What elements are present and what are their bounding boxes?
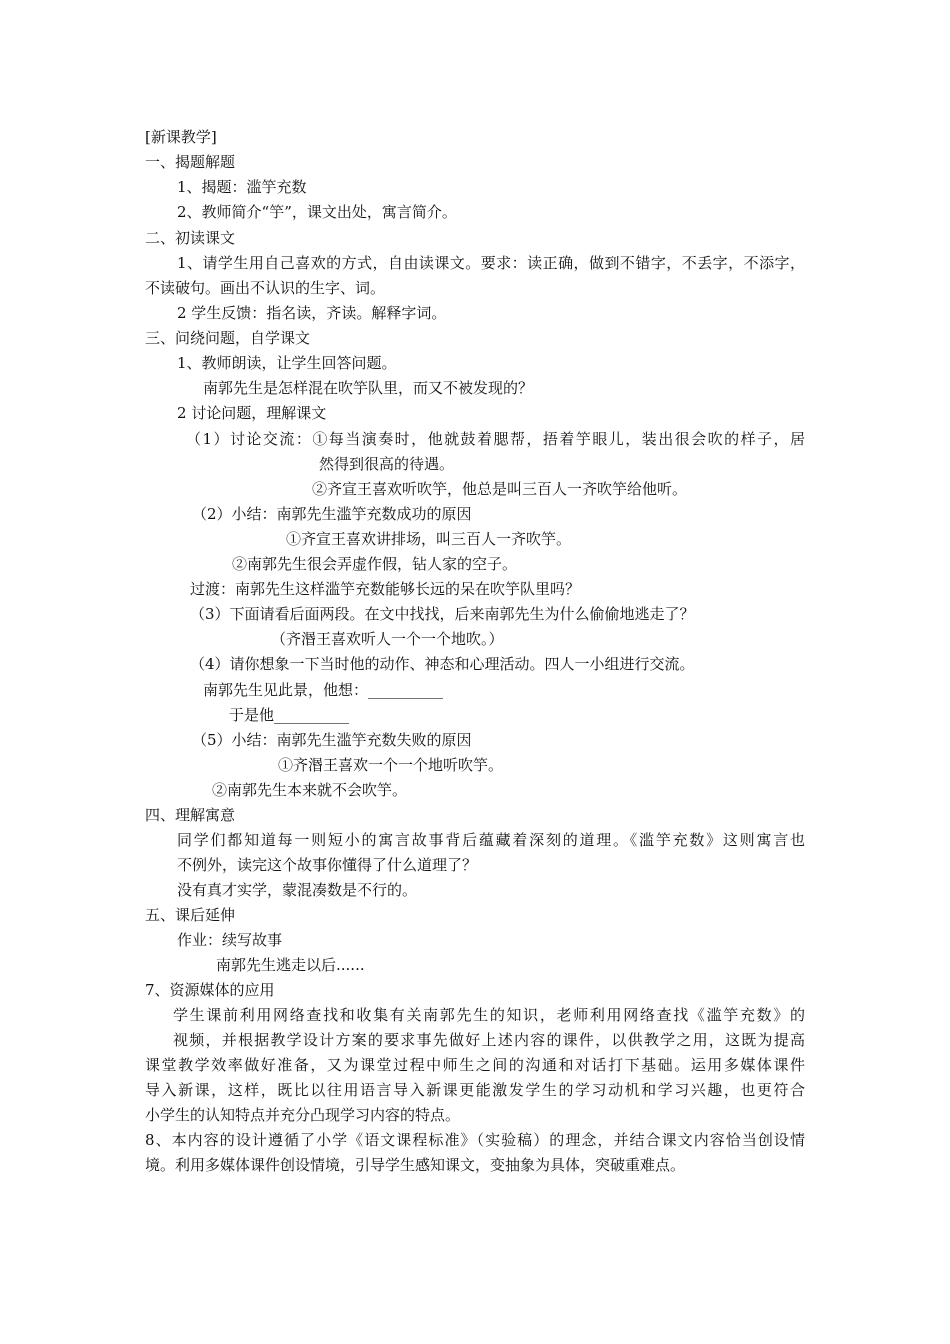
heading-3: 三、问绕问题，自学课文 (145, 329, 311, 347)
text-line: 2、教师简介“竽”，课文出处，寓言简介。 (177, 203, 457, 221)
text-line: 课堂教学效率做好准备，又为课堂过程中师生之间的沟通和对话打下基础。运用多媒体课件 (145, 1056, 805, 1074)
text-line: （2）小结：南郭先生滥竽充数成功的原因 (192, 505, 472, 523)
heading-1: 一、揭题解题 (145, 153, 236, 171)
heading-5: 五、课后延伸 (145, 906, 236, 924)
text-line: 1、教师朗读，让学生回答问题。 (177, 354, 397, 372)
text-line: ②南郭先生本来就不会吹竽。 (212, 781, 408, 799)
text-line: 同学们都知道每一则短小的寓言故事背后蕴藏着深刻的道理。《滥竽充数》这则寓言也 (177, 831, 805, 849)
section-header-new-lesson: [新课教学] (145, 128, 217, 146)
heading-8: 8、本内容的设计遵循了小学《语文课程标准》（实验稿）的理念，并结合课文内容恰当创设情 (145, 1131, 805, 1149)
text-line: （4）请你想象一下当时他的动作、神态和心理活动。四人一小组进行交流。 (190, 655, 695, 673)
text-line: ①齐湣王喜欢一个一个地听吹竽。 (278, 756, 504, 774)
text-line: 导入新课，这样，既比以往用语言导入新课更能激发学生的学习动机和学习兴趣，也更符合 (145, 1081, 805, 1099)
text-line: 小学生的认知特点并充分凸现学习内容的特点。 (145, 1106, 461, 1124)
text-line: 作业：续写故事 (177, 931, 283, 949)
text-line: ②南郭先生很会弄虚作假，钻人家的空子。 (232, 555, 518, 573)
text-line: （5）小结：南郭先生滥竽充数失败的原因 (192, 731, 472, 749)
text-line: 不例外，读完这个故事你懂得了什么道理了？ (177, 856, 478, 874)
text-line: 不读破句。画出不认识的生字、词。 (145, 279, 386, 297)
text-line: 视频，并根据教学设计方案的要求事先做好上述内容的课件，以供教学之用，这既为提高 (173, 1031, 805, 1049)
text-line: 没有真才实学，蒙混凑数是不行的。 (177, 881, 418, 899)
text-line: 境。利用多媒体课件创设情境，引导学生感知课文，变抽象为具体，突破重难点。 (145, 1156, 686, 1174)
text-line: 南郭先生见此景，他想：__________ (203, 681, 444, 699)
text-line: 2 学生反馈：指名读，齐读。解释字词。 (177, 304, 447, 322)
text-line: （3）下面请看后面两段。在文中找找，后来南郭先生为什么偷偷地逃走了？ (190, 605, 695, 623)
text-line: 2 讨论问题，理解课文 (177, 404, 327, 422)
heading-2: 二、初读课文 (145, 229, 236, 247)
heading-4: 四、理解寓意 (145, 806, 236, 824)
text-line: ①齐宣王喜欢讲排场，叫三百人一齐吹竽。 (286, 530, 572, 548)
text-line: 1、请学生用自己喜欢的方式，自由读课文。要求：读正确，做到不错字，不丢字，不添字， (177, 254, 805, 272)
text-line: 于是他__________ (229, 706, 350, 724)
text-line: （齐湣王喜欢听人一个一个地吹。） (271, 630, 504, 648)
heading-7: 7、资源媒体的应用 (145, 981, 275, 999)
text-line: 然得到很高的待遇。 (319, 455, 455, 473)
text-line: 学生课前利用网络查找和收集有关南郭先生的知识，老师利用网络查找《滥竽充数》的 (173, 1006, 805, 1024)
text-line: 1、揭题：滥竽充数 (177, 178, 307, 196)
text-line: 过渡：南郭先生这样滥竽充数能够长远的呆在吹竽队里吗？ (190, 580, 581, 598)
text-line: 南郭先生是怎样混在吹竽队里，而又不被发现的？ (203, 379, 534, 397)
text-line: ②齐宣王喜欢听吹竽，他总是叫三百人一齐吹竽给他听。 (312, 480, 688, 498)
text-line: 南郭先生逃走以后...... (216, 956, 365, 974)
text-line: （1）讨论交流：①每当演奏时，他就鼓着腮帮，捂着竽眼儿，装出很会吹的样子，居 (186, 430, 805, 448)
